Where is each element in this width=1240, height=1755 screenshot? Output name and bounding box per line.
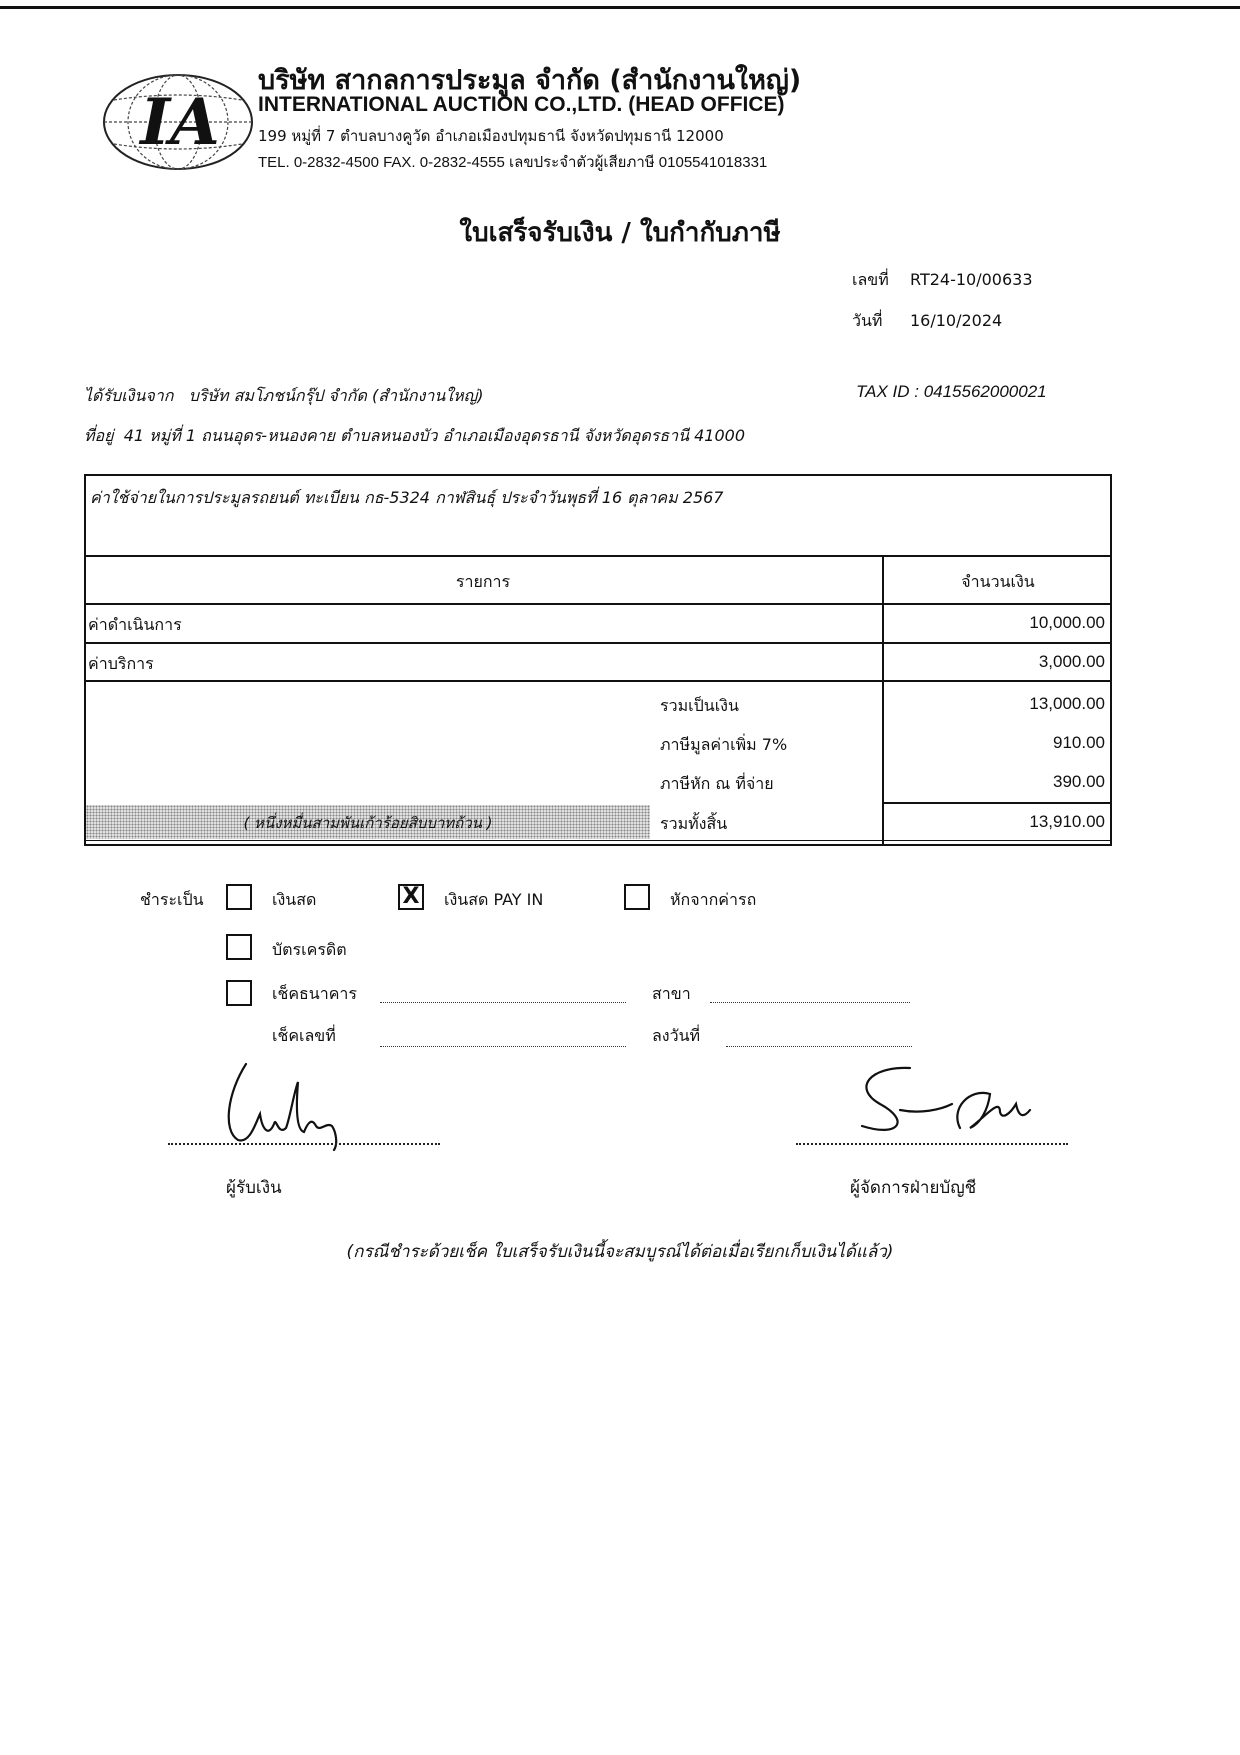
receiver-signature-image bbox=[216, 1052, 356, 1152]
vat-label: ภาษีมูลค่าเพิ่ม 7% bbox=[660, 735, 788, 754]
table-row-amount: 10,000.00 bbox=[1029, 613, 1105, 632]
table-divider bbox=[84, 680, 1112, 682]
withholding-tax-label: ภาษีหัก ณ ที่จ่าย bbox=[660, 774, 774, 793]
cheque-number-label: เช็คเลขที่ bbox=[272, 1026, 336, 1045]
deduct-checkbox[interactable] bbox=[624, 884, 650, 910]
subtotal-amount: 13,000.00 bbox=[1029, 694, 1105, 713]
receiver-label: ผู้รับเงิน bbox=[226, 1178, 282, 1198]
credit-card-option-label: บัตรเครดิต bbox=[272, 940, 347, 959]
table-divider bbox=[84, 840, 1112, 841]
company-address: 199 หมู่ที่ 7 ตำบลบางคูวัด อำเภอเมืองปทุมธานี จังหวัดปทุมธานี 12000 bbox=[258, 127, 724, 145]
cheque-date-label: ลงวันที่ bbox=[652, 1026, 701, 1045]
column-header-item: รายการ bbox=[455, 572, 511, 591]
customer-address-line: ที่อยู่ 41 หมู่ที่ 1 ถนนอุดร-หนองคาย ตำบลหนองบัว อำเภอเมืองอุดรธานี จังหวัดอุดรธานี 41000 bbox=[84, 426, 745, 445]
cheque-checkbox[interactable] bbox=[226, 980, 252, 1006]
document-number: เลขที่ RT24-10/00633 bbox=[852, 270, 1033, 289]
vat-amount: 910.00 bbox=[1053, 733, 1105, 752]
branch-label: สาขา bbox=[652, 984, 691, 1003]
payment-label: ชำระเป็น bbox=[140, 890, 204, 909]
svg-text:IA: IA bbox=[140, 85, 220, 160]
table-row-item: ค่าดำเนินการ bbox=[88, 615, 182, 634]
cheque-number-field[interactable] bbox=[380, 1046, 626, 1047]
table-divider bbox=[84, 642, 1112, 644]
payin-option-label: เงินสด PAY IN bbox=[444, 890, 544, 909]
total-divider bbox=[882, 802, 1112, 804]
document-date: วันที่ 16/10/2024 bbox=[852, 311, 1003, 330]
cash-option-label: เงินสด bbox=[272, 890, 317, 909]
company-logo-globe-icon bbox=[100, 72, 256, 172]
column-header-amount: จำนวนเงิน bbox=[961, 572, 1035, 591]
total-amount: 13,910.00 bbox=[1029, 812, 1105, 831]
total-label: รวมทั้งสิ้น bbox=[660, 814, 728, 833]
withholding-tax-amount: 390.00 bbox=[1053, 772, 1105, 791]
deduct-option-label: หักจากค่ารถ bbox=[670, 890, 757, 909]
document-title: ใบเสร็จรับเงิน / ใบกำกับภาษี bbox=[459, 218, 781, 248]
total-in-words: ( หนึ่งหมื่นสามพันเก้าร้อยสิบบาทถ้วน ) bbox=[243, 814, 493, 832]
branch-field[interactable] bbox=[710, 1002, 910, 1003]
table-divider bbox=[84, 603, 1112, 605]
table-divider bbox=[84, 555, 1112, 557]
table-description: ค่าใช้จ่ายในการประมูลรถยนต์ ทะเบียน กธ-5324 กาฬสินธุ์ ประจำวันพุธที่ 16 ตุลาคม 2567 bbox=[90, 488, 724, 507]
cheque-bank-field[interactable] bbox=[380, 1002, 626, 1003]
subtotal-label: รวมเป็นเงิน bbox=[660, 696, 739, 715]
company-name-english: INTERNATIONAL AUCTION CO.,LTD. (HEAD OFFICE) bbox=[258, 93, 785, 116]
cheque-option-label: เช็คธนาคาร bbox=[272, 984, 357, 1003]
receiver-signature-line bbox=[168, 1143, 440, 1145]
customer-tax-id: TAX ID : 0415562000021 bbox=[856, 382, 1047, 401]
table-row-amount: 3,000.00 bbox=[1038, 652, 1105, 671]
company-contact: TEL. 0-2832-4500 FAX. 0-2832-4555 เลขประจำตัวผู้เสียภาษี 0105541018331 bbox=[258, 154, 768, 171]
customer-name-line: ได้รับเงินจาก บริษัท สมโภชน์กรุ๊ป จำกัด (สำนักงานใหญ่) bbox=[84, 386, 484, 405]
credit-card-checkbox[interactable] bbox=[226, 934, 252, 960]
payin-checkbox[interactable]: X bbox=[398, 884, 424, 910]
cheque-date-field[interactable] bbox=[726, 1046, 912, 1047]
top-border bbox=[0, 6, 1240, 9]
manager-signature-image bbox=[840, 1058, 1040, 1138]
company-name-thai: บริษัท สากลการประมูล จำกัด (สำนักงานใหญ่) bbox=[258, 65, 802, 96]
table-row-item: ค่าบริการ bbox=[88, 654, 154, 673]
cash-checkbox[interactable] bbox=[226, 884, 252, 910]
manager-signature-line bbox=[796, 1143, 1068, 1145]
manager-label: ผู้จัดการฝ่ายบัญชี bbox=[850, 1178, 977, 1198]
cheque-note: (กรณีชำระด้วยเช็ค ใบเสร็จรับเงินนี้จะสมบูรณ์ได้ต่อเมื่อเรียกเก็บเงินได้แล้ว) bbox=[346, 1242, 894, 1262]
